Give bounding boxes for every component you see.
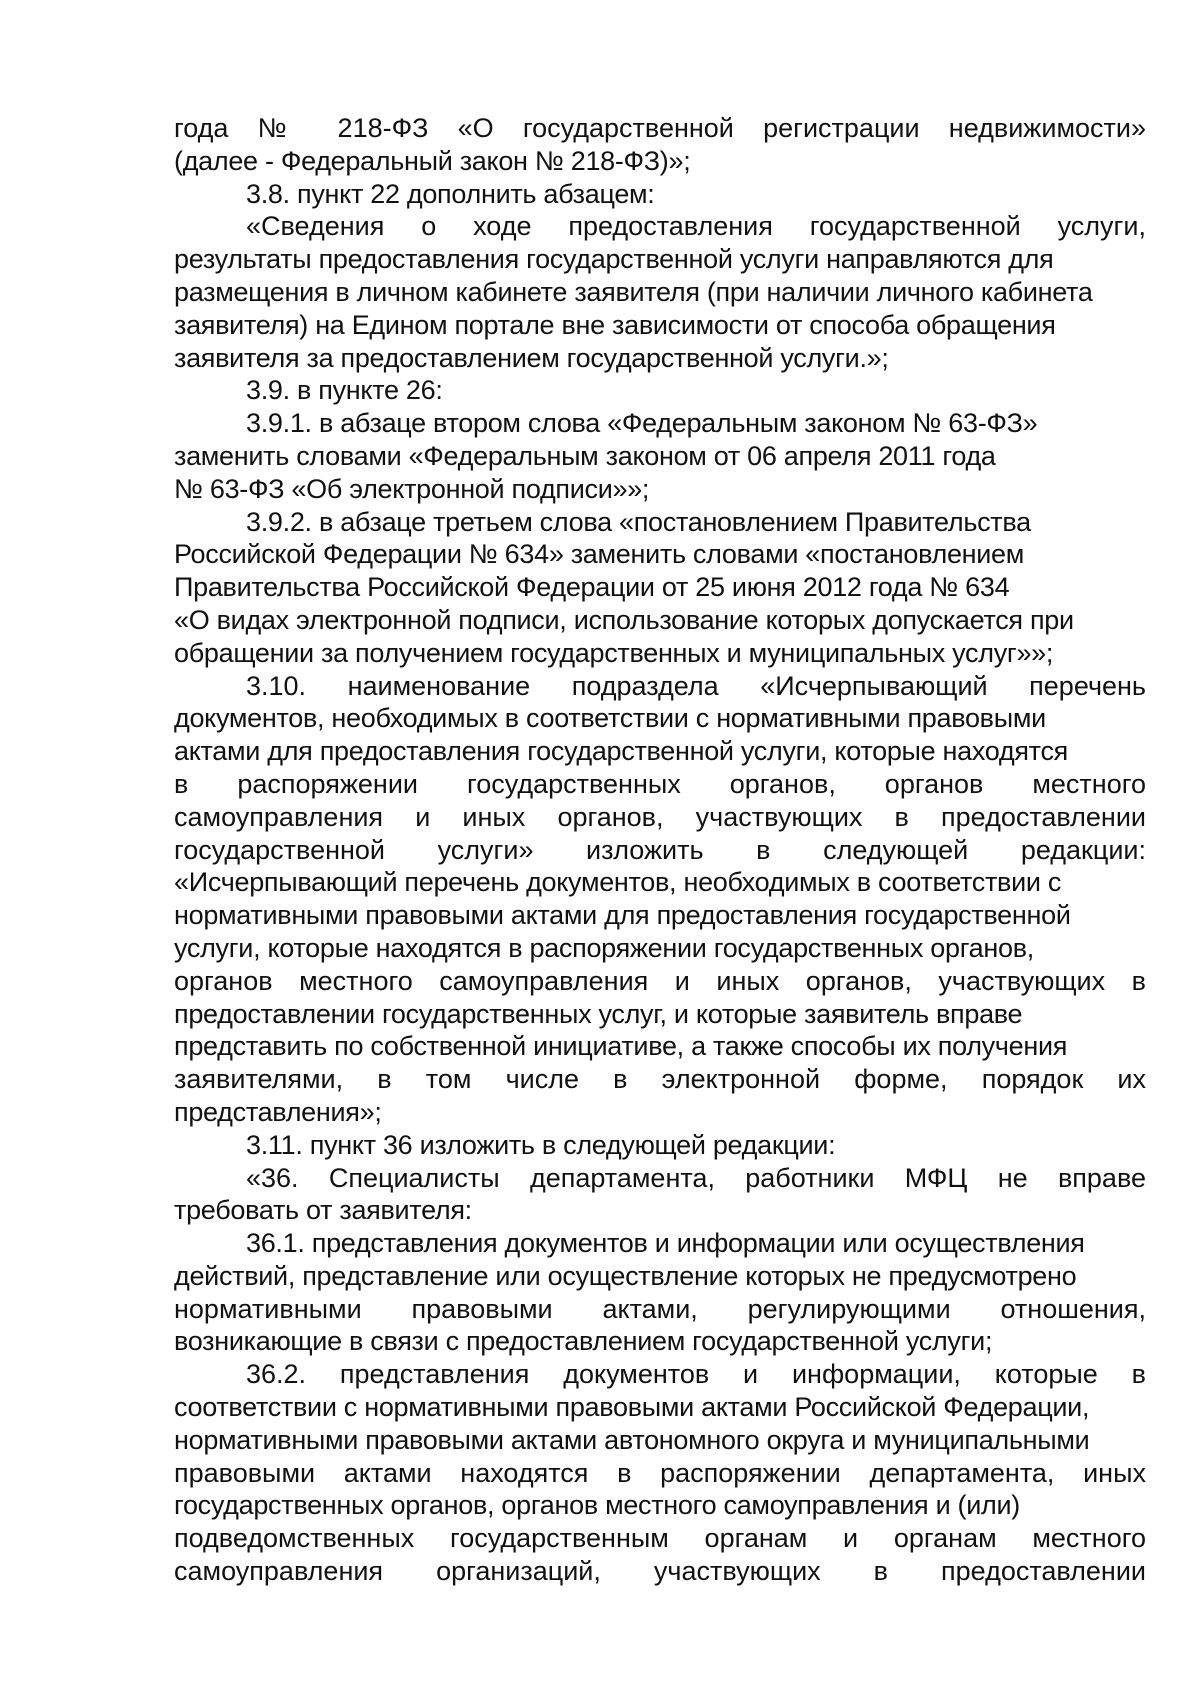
text-line: нормативными правовыми актами для предоставления государственной (174, 900, 1071, 931)
text-line: 3.9.2. в абзаце третьем слова «постановлением Правительства (246, 506, 1031, 537)
text-line: 3.9.1. в абзаце втором слова «Федеральным законом № 63-ФЗ» (246, 408, 1038, 439)
text-line: услуги, которые находятся в распоряжении государственных органов, (174, 932, 1034, 963)
text-line: результаты предоставления государственной услуги направляются для (174, 244, 1054, 275)
text-line: представить по собственной инициативе, а также способы их получения (174, 1031, 1068, 1062)
text-line: актами для предоставления государственной услуги, которые находятся (174, 736, 1068, 767)
text-line: «О видах электронной подписи, использование которых допускается при (174, 604, 1074, 635)
text-line: государственных органов, органов местного самоуправления и (или) (174, 1490, 1020, 1521)
text-line: 3.8. пункт 22 дополнить абзацем: (246, 178, 655, 209)
document-body (174, 112, 1174, 1588)
text-line: документов, необходимых в соответствии с нормативными правовыми (174, 703, 1046, 734)
text-line: требовать от заявителя: (174, 1195, 472, 1226)
text-line: представления»; (174, 1096, 382, 1127)
text-line: подведомственных государственным органам и органам местного (174, 1523, 1146, 1554)
text-line: года № 218-ФЗ «О государственной регистрации недвижимости» (174, 113, 1146, 143)
text-line: 3.9. в пункте 26: (246, 375, 443, 406)
text-line: обращении за получением государственных и муниципальных услуг»»; (174, 637, 1054, 668)
text-line: Российской Федерации № 634» заменить словами «постановлением (174, 539, 1025, 570)
text-line: нормативными правовыми актами, регулирующими отношения, (174, 1293, 1146, 1324)
text-line: 36.2. представления документов и информации, которые в (246, 1359, 1146, 1390)
text-line: самоуправления организаций, участвующих в предоставлении (174, 1556, 1146, 1587)
text-line: в распоряжении государственных органов, органов местного (174, 768, 1146, 799)
text-line: «Сведения о ходе предоставления государственной услуги, (246, 211, 1146, 242)
text-line: действий, представление или осуществление которых не предусмотрено (174, 1260, 1077, 1291)
text-line: правовыми актами находятся в распоряжении департамента, иных (174, 1457, 1146, 1488)
text-line: (далее - Федеральный закон № 218-ФЗ)»; (174, 145, 691, 176)
text-line: «Исчерпывающий перечень документов, необходимых в соответствии с (174, 867, 1062, 898)
text-line: соответствии с нормативными правовыми актами Российской Федерации, (174, 1392, 1090, 1423)
text-line: «36. Специалисты департамента, работники МФЦ не вправе (246, 1162, 1146, 1193)
text-line: заявителя за предоставлением государственной услуги.»; (174, 342, 889, 373)
text-line: 36.1. представления документов и информации или осуществления (246, 1228, 1085, 1259)
text-line: органов местного самоуправления и иных органов, участвующих в (174, 965, 1146, 996)
text-line: предоставлении государственных услуг, и которые заявитель вправе (174, 998, 1023, 1029)
text-line: 3.11. пункт 36 изложить в следующей редакции: (246, 1129, 836, 1160)
text-line: нормативными правовыми актами автономного округа и муниципальными (174, 1424, 1090, 1455)
text-line: размещения в личном кабинете заявителя (при наличии личного кабинета (174, 276, 1093, 307)
text-line: Правительства Российской Федерации от 25 июня 2012 года № 634 (174, 572, 1010, 603)
text-line: возникающие в связи с предоставлением государственной услуги; (174, 1326, 993, 1357)
text-line: № 63-ФЗ «Об электронной подписи»»; (174, 473, 650, 504)
text-line: заявителя) на Едином портале вне зависимости от способа обращения (174, 309, 1056, 340)
text-line: 3.10. наименование подраздела «Исчерпывающий перечень (246, 670, 1146, 701)
text-line: заменить словами «Федеральным законом от 06 апреля 2011 года (174, 440, 996, 471)
text-line: государственной услуги» изложить в следующей редакции: (174, 834, 1146, 865)
text-line: самоуправления и иных органов, участвующих в предоставлении (174, 801, 1146, 832)
text-line: заявителями, в том числе в электронной форме, порядок их (174, 1064, 1146, 1095)
